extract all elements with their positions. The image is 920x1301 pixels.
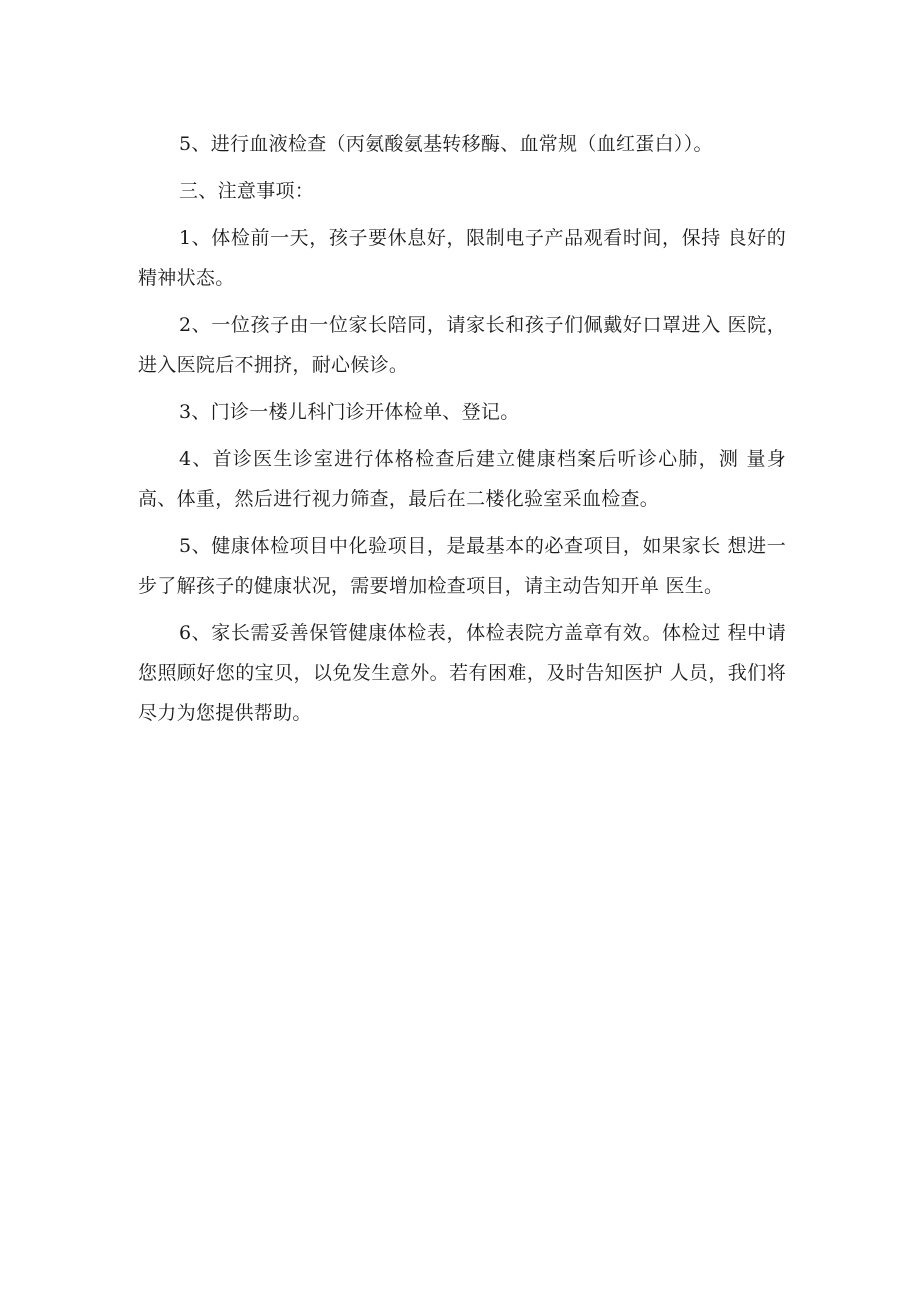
paragraph-blood-test: 5、进行血液检查（丙氨酸氨基转移酶、血常规（血红蛋白））。 bbox=[179, 133, 713, 155]
paragraph-note-2: 2、一位孩子由一位家长陪同，请家长和孩子们佩戴好口罩进入 医院，进入医院后不拥挤，耐心候诊。 bbox=[138, 314, 786, 376]
paragraph-note-1: 1、体检前一天，孩子要休息好，限制电子产品观看时间，保持 良好的精神状态。 bbox=[138, 227, 786, 289]
paragraph-note-4: 4、首诊医生诊室进行体格检查后建立健康档案后听诊心肺，测 量身高、体重，然后进行视力筛查，最后在二楼化验室采血检查。 bbox=[138, 448, 786, 510]
paragraph-note-6: 6、家长需妥善保管健康体检表，体检表院方盖章有效。体检过 程中请您照顾好您的宝贝，以免发生意外。若有困难，及时告知医护 人员，我们将尽力为您提供帮助。 bbox=[138, 622, 786, 724]
section-heading-notes: 三、注意事项： bbox=[179, 180, 315, 202]
paragraph-note-3: 3、门诊一楼儿科门诊开体检单、登记。 bbox=[179, 401, 520, 423]
paragraph-note-5: 5、健康体检项目中化验项目，是最基本的必查项目，如果家长 想进一步了解孩子的健康状况，需要增加检查项目，请主动告知开单 医生。 bbox=[138, 535, 786, 597]
document-body bbox=[138, 124, 786, 740]
